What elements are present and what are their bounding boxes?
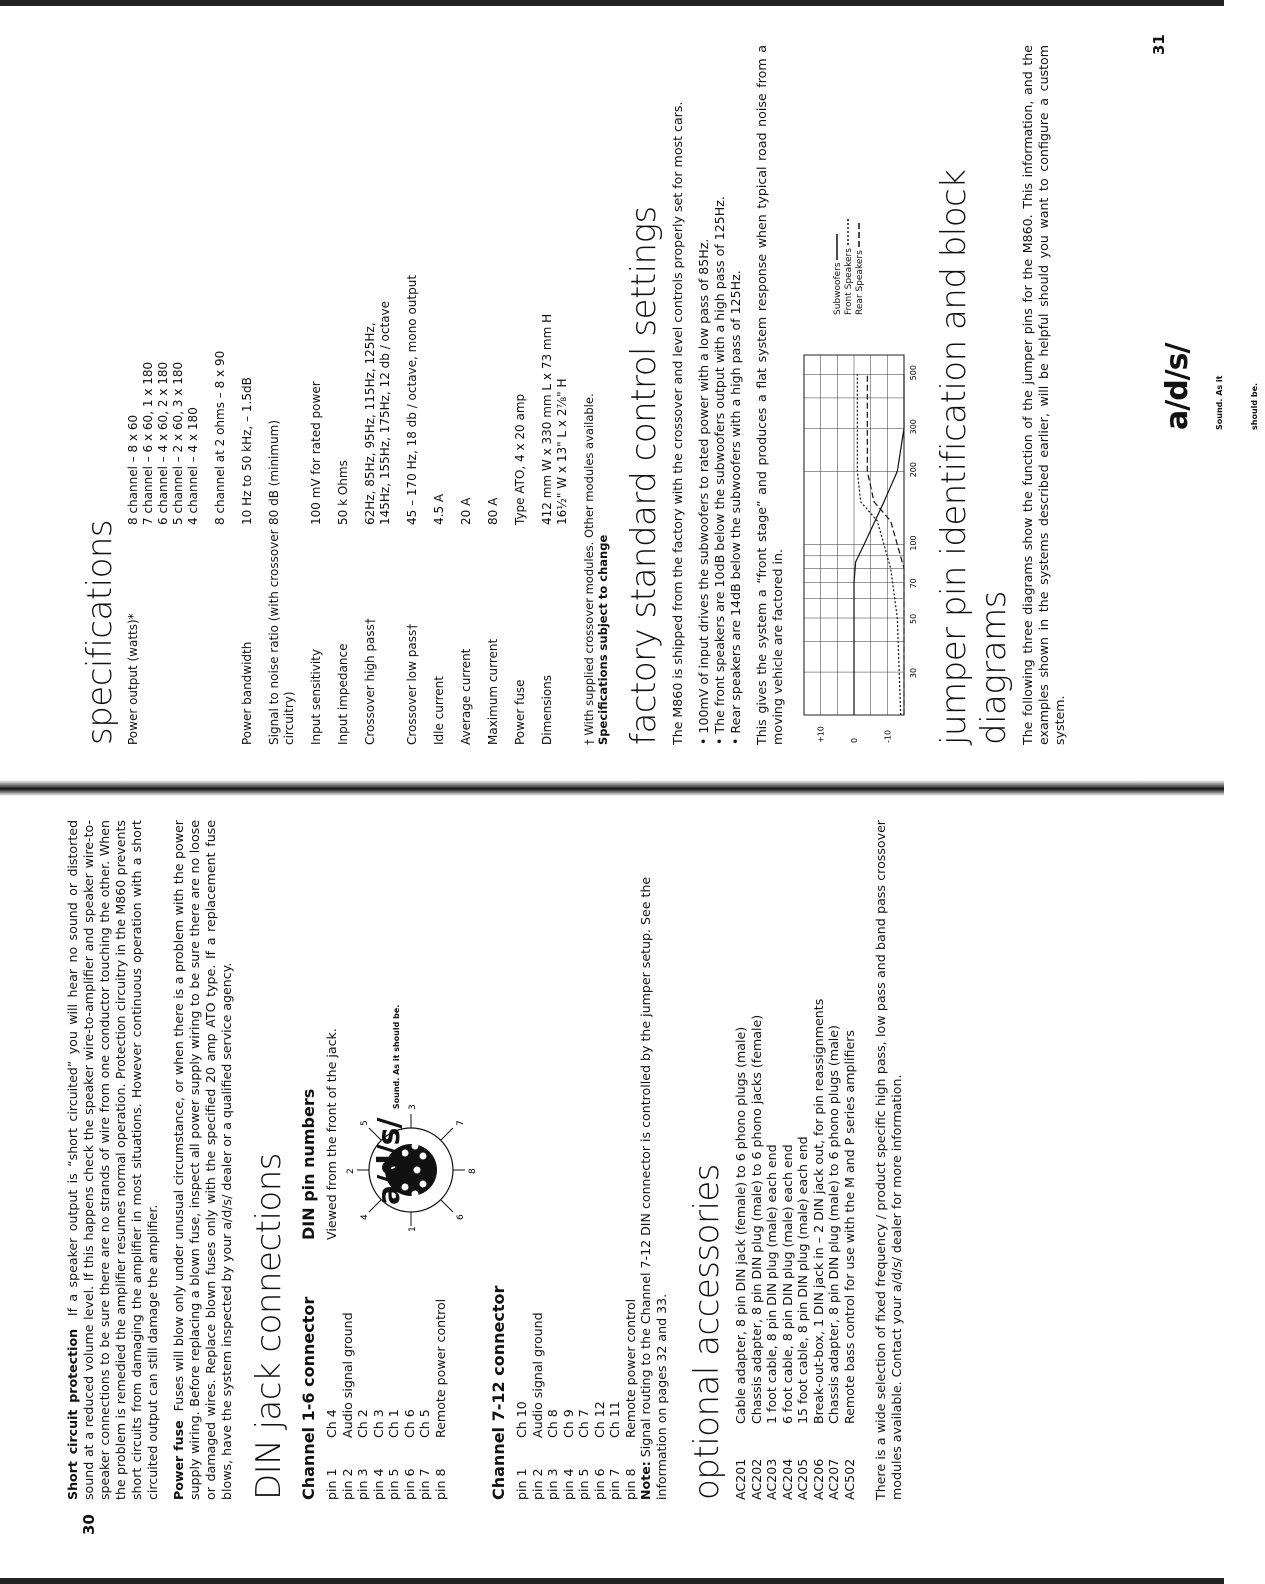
pin-label-1: 1 xyxy=(408,1226,418,1232)
pin-row xyxy=(576,820,592,1500)
din-note xyxy=(638,820,669,1500)
factory-bullet: • 100mV of input drives the subwoofers to rated power with a low pass of 85Hz. xyxy=(696,238,711,745)
pin-number: pin 1 xyxy=(324,1468,339,1500)
din-connector-diagram xyxy=(339,1080,479,1240)
accessory-row xyxy=(811,820,827,1500)
spec-label: Maximum current xyxy=(486,638,500,745)
book-spine xyxy=(0,780,1224,796)
pin-function: Audio signal ground xyxy=(339,1312,355,1438)
spec-label xyxy=(213,525,228,745)
spec-row xyxy=(213,45,228,745)
pin-function: Ch 6 xyxy=(401,1409,417,1438)
accessory-description: 6 foot cable, 8 pin DIN plug (male) each end xyxy=(779,1144,795,1424)
legend-item xyxy=(844,219,855,315)
left-logo xyxy=(372,1005,407,1205)
spec-row xyxy=(336,45,351,745)
pin-number: pin 4 xyxy=(370,1468,386,1500)
pin-number: pin 4 xyxy=(560,1468,576,1500)
accessory-code: AC204 xyxy=(779,1458,795,1500)
left-page xyxy=(65,820,915,1500)
pin-number: pin 5 xyxy=(576,1468,591,1500)
pin-number: pin 8 xyxy=(432,1468,448,1500)
pin-number: pin 8 xyxy=(622,1468,638,1500)
pin-number: pin 6 xyxy=(401,1468,417,1500)
logo-tagline: Sound. As it should be. xyxy=(392,1004,401,1110)
power-fuse-text: Fuses will blow only under unusual circumstance, or when there is a problem with the power supply wiring. Before replacing a blown fuse, inspect all power supply wiring to be sure there are no loose or damaged wires. Replace blown fuses only with the specified 20 amp ATO type. If a replacement fuse blows, have the system inspected by your a/d/s/ dealer or a qualified service agency. xyxy=(171,820,234,1500)
spec-label: Input impedance xyxy=(336,643,350,745)
legend-item xyxy=(855,219,866,315)
din-title: DIN jack connections xyxy=(249,1153,289,1500)
accessories-title: optional accessories xyxy=(687,1163,727,1500)
legend-list xyxy=(833,219,866,315)
pin-row xyxy=(545,820,561,1500)
pin-number: pin 6 xyxy=(591,1468,607,1500)
ch7-12-title: Channel 7-12 connector xyxy=(489,1285,508,1500)
accessory-row xyxy=(842,820,858,1500)
spec-label: Power fuse xyxy=(513,679,527,745)
spec-value: 20 A xyxy=(459,497,473,525)
chart-legend xyxy=(833,219,866,315)
pin-number: pin 7 xyxy=(417,1468,432,1500)
spec-label: Input sensitivity xyxy=(309,649,323,745)
accessories-list xyxy=(733,820,857,1500)
short-circuit-paragraph xyxy=(65,820,161,1500)
pin-row xyxy=(355,1240,371,1500)
pin-number: pin 2 xyxy=(339,1468,355,1500)
accessory-code: AC201 xyxy=(733,1458,748,1500)
spec-value: 50 k Ohms xyxy=(336,460,350,525)
right-page-number: 31 xyxy=(1150,34,1168,55)
accessory-description: Chassis adapter, 8 pin DIN plug (male) to 6 phono jacks (female) xyxy=(748,1014,764,1424)
power-fuse-title: Power fuse xyxy=(171,1420,186,1500)
pin-row xyxy=(340,1240,356,1500)
spec-row xyxy=(126,45,201,745)
spec-row xyxy=(540,45,570,745)
legend-swatch xyxy=(834,234,840,260)
din-pin-numbers-sub: Viewed from the front of the jack. xyxy=(324,1028,339,1240)
factory-bullets xyxy=(696,45,744,745)
accessory-code: AC207 xyxy=(826,1458,841,1500)
spec-row xyxy=(459,45,474,745)
short-circuit-title: Short circuit protection xyxy=(65,1328,80,1500)
pin-row xyxy=(561,820,577,1500)
pin-row xyxy=(514,820,530,1500)
pin-row xyxy=(592,820,608,1500)
pin-number: pin 5 xyxy=(386,1468,401,1500)
y-tick-label: 0 xyxy=(850,737,859,743)
left-page-number: 30 xyxy=(80,1514,98,1535)
spec-value: 80 dB (minimum) xyxy=(267,419,281,525)
pin-function: Ch 9 xyxy=(560,1409,576,1438)
spec-row xyxy=(309,45,324,745)
spec-label: Average current xyxy=(459,648,473,745)
spec-value: 412 mm W x 330 mm L x 73 mm H 16½" W x 13" L x 2⅞" H xyxy=(540,313,569,525)
accessory-row xyxy=(795,820,811,1500)
x-tick-label: 500 xyxy=(909,365,918,381)
spec-label: Crossover high pass† xyxy=(363,618,377,745)
accessory-code: AC203 xyxy=(764,1458,779,1500)
spec-row xyxy=(405,45,420,745)
pin-function: Ch 8 xyxy=(545,1409,560,1438)
y-tick-label: -10 xyxy=(883,729,893,743)
accessory-row xyxy=(749,820,765,1500)
x-tick-label: 300 xyxy=(909,419,918,435)
pin-row xyxy=(623,820,639,1500)
right-logo xyxy=(1160,344,1265,430)
y-tick-label: +10 xyxy=(816,726,826,743)
power-fuse-paragraph xyxy=(171,820,235,1500)
pin-label-4: 4 xyxy=(360,1214,370,1220)
spec-row xyxy=(267,45,297,745)
pin-function: Ch 7 xyxy=(576,1409,591,1438)
accessory-description: Chassis adapter, 8 pin DIN plug (male) to 6 phono plugs (male) xyxy=(826,1025,841,1424)
jumper-title: jumper pin identification and block diagrams xyxy=(934,169,1014,745)
spec-label: Dimensions xyxy=(540,674,554,745)
factory-bullet: • The front speakers are 10dB below the subwoofers output with a high pass of 125Hz. xyxy=(712,196,727,745)
legend-label: Subwoofers xyxy=(833,259,843,315)
din-pin-numbers-title: DIN pin numbers xyxy=(299,1088,318,1240)
specifications-title: specifications xyxy=(80,519,120,745)
pin-function: Ch 3 xyxy=(370,1409,386,1438)
ch1-6-title: Channel 1-6 connector xyxy=(299,1296,318,1500)
spec-value: Type ATO, 4 x 20 amp xyxy=(513,393,527,525)
ch1-6-block xyxy=(295,1240,483,1500)
factory-bullet: • Rear speakers are 14dB below the subwoofers with a high pass of 125Hz. xyxy=(728,270,743,745)
spec-label: Power bandwidth xyxy=(240,641,254,745)
pin-label-2: 2 xyxy=(346,1168,356,1174)
logo-mark: a/d/s/ xyxy=(372,1118,407,1205)
accessory-code: AC206 xyxy=(810,1458,826,1500)
x-tick-label: 100 xyxy=(909,535,918,551)
pin-function: Ch 11 xyxy=(607,1401,622,1438)
spec-value: 62Hz, 85Hz, 95Hz, 115Hz, 125Hz, 145Hz, 155Hz, 175Hz, 12 db / octave xyxy=(363,300,392,525)
pin-function: Ch 1 xyxy=(386,1409,401,1438)
pin-function: Ch 10 xyxy=(514,1401,529,1438)
spec-label: Signal to noise ratio (with crossover circuitry) xyxy=(267,529,296,745)
logo-mark-right: a/d/s/ xyxy=(1160,343,1195,430)
pin-label-6: 6 xyxy=(456,1214,466,1220)
spec-value: 4.5 A xyxy=(432,493,446,525)
spec-label: Crossover low pass† xyxy=(405,623,419,745)
pin-function: Ch 2 xyxy=(355,1409,370,1438)
spec-row xyxy=(240,45,255,745)
pin-number: pin 2 xyxy=(529,1468,545,1500)
pin-row xyxy=(433,1240,449,1500)
pin-row xyxy=(324,1240,340,1500)
pin-row xyxy=(402,1240,418,1500)
pin-function: Audio signal ground xyxy=(529,1312,545,1438)
legend-label: Rear Speakers xyxy=(855,247,865,315)
pin-number: pin 3 xyxy=(355,1468,370,1500)
x-tick-label: 30 xyxy=(909,667,918,679)
legend-label: Front Speakers xyxy=(844,245,854,315)
pin-function: Ch 12 xyxy=(591,1401,607,1438)
accessories-footer: There is a wide selection of fixed frequency / product specific high pass, low pass and band pass crossover modules available. Contact your a/d/s/ dealer for more information. xyxy=(873,820,904,1500)
pin-label-5: 5 xyxy=(360,1120,370,1126)
spec-footnote-1: † With supplied crossover modules. Other modules available. xyxy=(582,393,596,745)
spec-value: 80 A xyxy=(486,497,500,525)
accessory-description: Cable adapter, 8 pin DIN jack (female) to 6 phono plugs (male) xyxy=(733,1026,748,1424)
ch1-6-pin-list xyxy=(324,1240,448,1500)
spec-table xyxy=(126,45,570,745)
legend-item xyxy=(833,219,844,315)
spec-value: 100 mV for rated power xyxy=(309,381,323,525)
response-chart xyxy=(796,45,926,745)
pin-row xyxy=(371,1240,387,1500)
pin-number: pin 1 xyxy=(514,1468,529,1500)
pin-function: Ch 4 xyxy=(324,1409,339,1438)
spec-row xyxy=(486,45,501,745)
pin-row xyxy=(386,1240,402,1500)
pin-row xyxy=(417,1240,433,1500)
legend-swatch xyxy=(845,219,851,245)
spec-value: 8 channel – 8 x 60 7 channel – 6 x 60, 1 x 180 6 channel – 4 x 60, 2 x 180 5 channel – 2 x 60, 3 x 180 4 channel – 4 x 180 xyxy=(126,361,200,525)
pin-label-3: 3 xyxy=(408,1104,418,1110)
page-edge-bottom xyxy=(0,1578,1224,1584)
spec-footnotes xyxy=(582,45,610,745)
pin-function: Ch 5 xyxy=(417,1409,432,1438)
spec-row xyxy=(363,45,393,745)
factory-intro: The M860 is shipped from the factory with the crossover and level controls properly set for most cars. xyxy=(670,101,685,745)
accessory-description: Break-out-box, 1 DIN jack in – 2 DIN jack out, for pin reassignments xyxy=(810,998,826,1424)
note-text: Signal routing to the Channel 7-12 DIN connector is controlled by the jumper setup. See the information on pages 32 and 33. xyxy=(638,876,669,1500)
accessory-row xyxy=(733,820,749,1500)
spec-label: Power output (watts)* xyxy=(126,613,140,745)
note-label: Note: xyxy=(638,1461,653,1500)
pin-number: pin 3 xyxy=(545,1468,560,1500)
ads-logo xyxy=(372,1005,407,1205)
ads-logo-right xyxy=(1160,344,1265,430)
accessory-code: AC202 xyxy=(748,1458,764,1500)
pin-function: Remote power control xyxy=(622,1298,638,1438)
pin-label-7: 7 xyxy=(456,1120,466,1126)
accessory-code: AC205 xyxy=(795,1458,810,1500)
legend-swatch xyxy=(856,221,862,247)
accessory-description: Remote bass control for use with the M and P series amplifiers xyxy=(841,1030,857,1424)
pin-number: pin 7 xyxy=(607,1468,622,1500)
short-circuit-text: If a speaker output is “short circuited” you will hear no sound or distorted sound at a reduced volume level. If this happens check the speaker wire-to-amplifier and speaker wire-to-speaker connections to be sure there are no strands of wire from one conductor touching the other. When the problem is remedied the amplifier resumes normal operation. Protection circuitry in the M860 prevents short circuits from damaging the amplifier in most situations. However continuous operation with a short circuited output can still damage the amplifier. xyxy=(65,820,160,1500)
pin-row xyxy=(530,820,546,1500)
logo-tagline-right: Sound. As it should be. xyxy=(1215,375,1259,430)
x-tick-label: 200 xyxy=(909,462,918,478)
factory-closing: This gives the system a “front stage” and produces a flat system response when typical road noise from a moving vehicle are factored in. xyxy=(754,45,785,745)
spec-row xyxy=(432,45,447,745)
factory-title: factory standard control settings xyxy=(624,206,664,745)
pin-label-8: 8 xyxy=(468,1168,478,1174)
spec-label: Idle current xyxy=(432,676,446,745)
accessory-row xyxy=(826,820,842,1500)
spec-footnote-2: Specifications subject to change xyxy=(596,534,610,745)
response-chart-plot xyxy=(796,325,926,745)
accessory-code: AC502 xyxy=(841,1458,857,1500)
spec-value: 8 channel at 2 ohms – 8 x 90 xyxy=(213,350,227,525)
spec-value: 10 Hz to 50 kHz, – 1.5dB xyxy=(240,377,254,525)
pin-function: Remote power control xyxy=(432,1298,448,1438)
accessory-description: 1 foot cable, 8 pin DIN plug (male) each end xyxy=(764,1144,779,1424)
spec-value: 45 – 170 Hz, 18 db / octave, mono output xyxy=(405,274,419,525)
accessory-description: 15 foot cable, 8 pin DIN plug (male) each end xyxy=(795,1136,810,1424)
accessory-row xyxy=(780,820,796,1500)
ch7-12-pin-list xyxy=(514,820,638,1500)
x-tick-label: 70 xyxy=(909,578,918,589)
right-page xyxy=(80,45,1078,745)
x-tick-label: 50 xyxy=(909,613,918,625)
spec-row xyxy=(513,45,528,745)
accessory-row xyxy=(764,820,780,1500)
pin-row xyxy=(607,820,623,1500)
jumper-text: The following three diagrams show the function of the jumper pins for the M860. This information, and the examples shown in the systems described earlier, will be helpful should you want to configure a custom system. xyxy=(1020,45,1067,745)
page-edge-top xyxy=(0,0,1224,6)
